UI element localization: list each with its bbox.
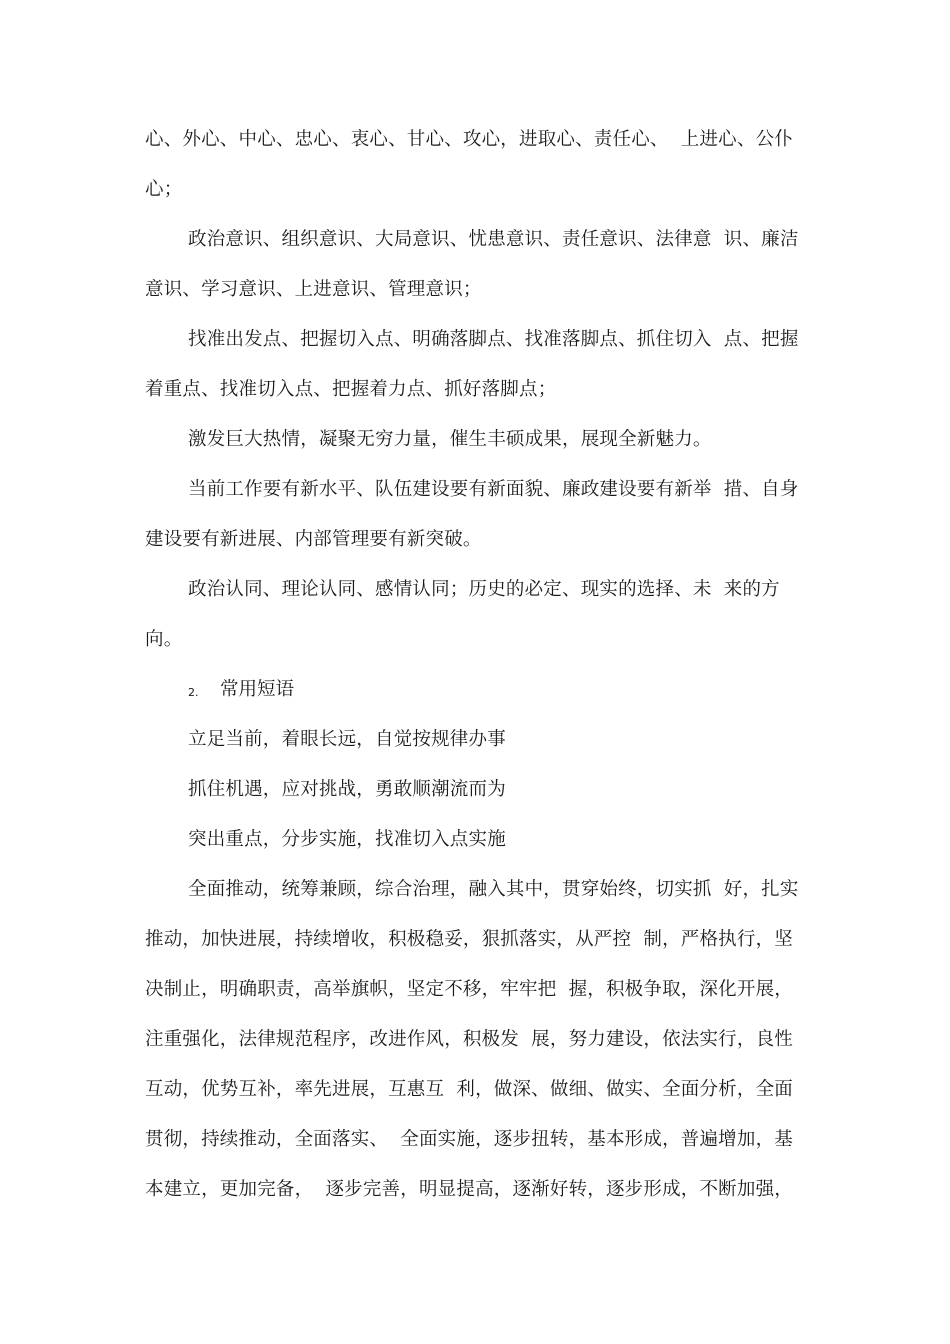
paragraph-3-line-1: 找准出发点、把握切入点、明确落脚点、找准落脚点、抓住切入 点、把握 — [188, 329, 799, 350]
paragraph-6-line-2: 向。 — [145, 629, 183, 650]
long-paragraph-line-2: 推动，加快进展，持续增收，积极稳妥，狠抓落实，从严控 制，严格执行，坚 — [145, 929, 793, 950]
paragraph-1-line-1: 心、外心、中心、忠心、衷心、甘心、攻心，进取心、责任心、 上进心、公仆 — [145, 129, 793, 150]
long-paragraph-line-3: 决制止，明确职责，高举旗帜，坚定不移，牢牢把 握，积极争取，深化开展， — [145, 979, 793, 1000]
paragraph-2-line-1: 政治意识、组织意识、大局意识、忧患意识、责任意识、法律意 识、廉洁 — [188, 229, 799, 250]
paragraph-1-line-2: 心； — [145, 179, 183, 200]
paragraph-6-line-1: 政治认同、理论认同、感情认同；历史的必定、现实的选择、未 来的方 — [188, 579, 780, 600]
paragraph-5-line-2: 建设要有新进展、内部管理要有新突破。 — [145, 529, 482, 550]
paragraph-3-line-2: 着重点、找准切入点、把握着力点、抓好落脚点； — [145, 379, 557, 400]
paragraph-2-line-2: 意识、学习意识、上进意识、管理意识； — [145, 279, 482, 300]
long-paragraph-line-4: 注重强化，法律规范程序，改进作风，积极发 展，努力建设，依法实行，良性 — [145, 1029, 793, 1050]
phrase-2: 抓住机遇，应对挑战，勇敢顺潮流而为 — [188, 779, 506, 800]
section-title: 常用短语 — [220, 679, 295, 700]
long-paragraph-line-6: 贯彻，持续推动，全面落实、 全面实施，逐步扭转，基本形成，普遍增加，基 — [145, 1129, 793, 1150]
paragraph-4-line-1: 激发巨大热情，凝聚无穷力量，催生丰硕成果，展现全新魅力。 — [188, 429, 712, 450]
long-paragraph-line-1: 全面推动，统筹兼顾，综合治理，融入其中，贯穿始终，切实抓 好，扎实 — [188, 879, 799, 900]
section-number: 2. — [188, 686, 199, 699]
paragraph-5-line-1: 当前工作要有新水平、队伍建设要有新面貌、廉政建设要有新举 措、自身 — [188, 479, 799, 500]
phrase-3: 突出重点，分步实施，找准切入点实施 — [188, 829, 506, 850]
long-paragraph-line-5: 互动，优势互补，率先进展，互惠互 利，做深、做细、做实、全面分析，全面 — [145, 1079, 793, 1100]
long-paragraph-line-7: 本建立，更加完备， 逐步完善，明显提高，逐渐好转，逐步形成，不断加强， — [145, 1179, 793, 1200]
phrase-1: 立足当前，着眼长远，自觉按规律办事 — [188, 729, 506, 750]
